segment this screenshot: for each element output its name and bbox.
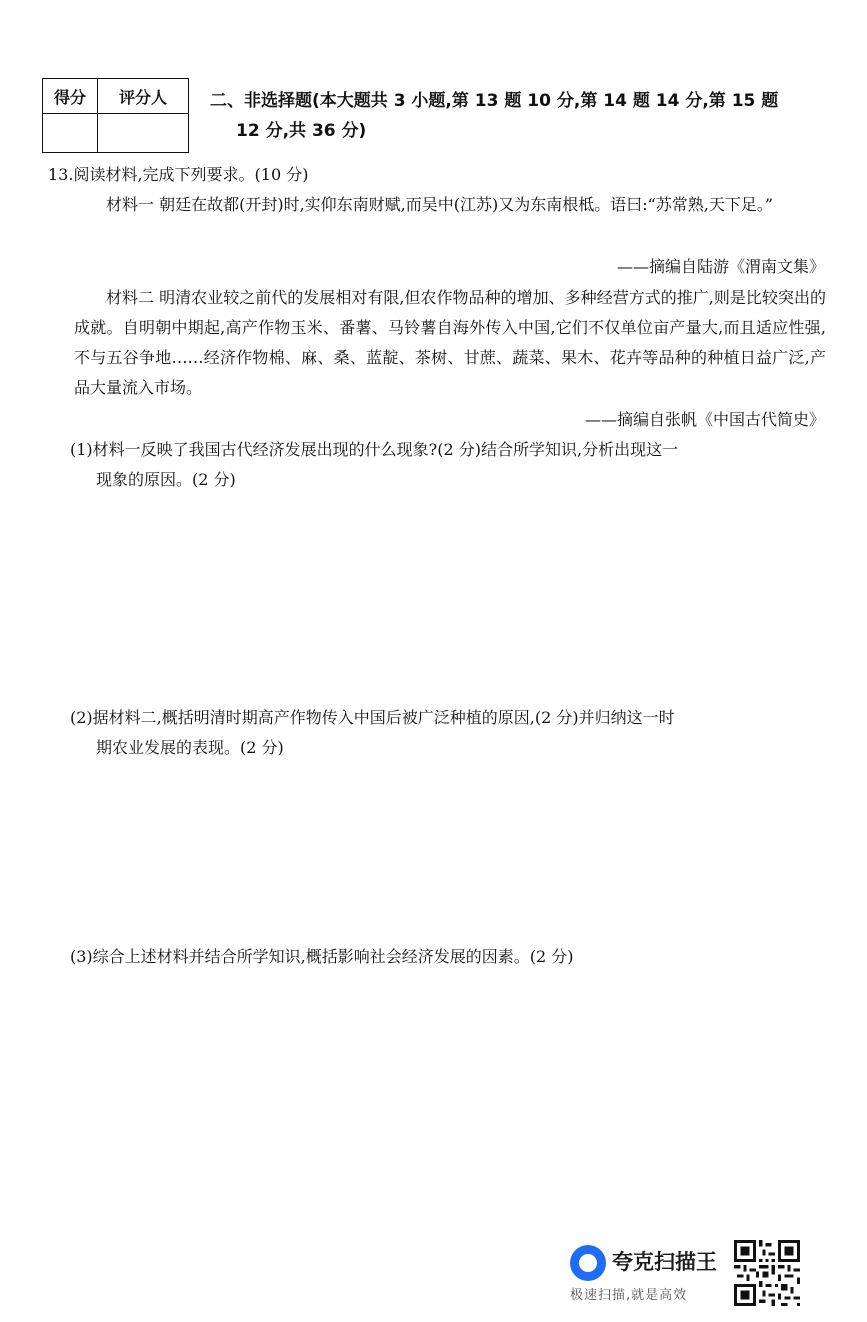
scanner-tagline: 极速扫描,就是高效 [570,1288,688,1303]
grader-cell [98,114,189,153]
scanner-watermark [570,1240,810,1310]
sub-question-2-line2: 期农业发展的表现。(2 分) [96,738,284,757]
material-one: 材料一 朝廷在故都(开封)时,实仰东南财赋,而吴中(江苏)又为东南根柢。语曰:“苏常熟,天下足。” [106,195,774,214]
sub-question-2 [70,703,826,763]
section-title-line1: 二、非选择题(本大题共 3 小题,第 13 题 10 分,第 14 题 14 分,第 15 题 [210,91,779,111]
section-title-line2: 12 分,共 36 分) [236,121,367,141]
sub-question-3: (3)综合上述材料并结合所学知识,概括影响社会经济发展的因素。(2 分) [70,947,574,966]
score-table [42,78,189,153]
sub-question-2-line1: (2)据材料二,概括明清时期高产作物传入中国后被广泛种植的原因,(2 分)并归纳这一时 [70,708,675,727]
qr-code-icon [734,1240,800,1306]
score-cell [43,114,98,153]
source-one: ——摘编自陆游《渭南文集》 [616,257,825,276]
scanner-brand: 夸克扫描王 [612,1250,717,1274]
source-two: ——摘编自张帆《中国古代简史》 [584,410,825,429]
material-two: 材料二 明清农业较之前代的发展相对有限,但农作物品种的增加、多种经营方式的推广,则是比较突出的成就。自明朝中期起,高产作物玉米、番薯、马铃薯自海外传入中国,它们不仅单位亩产量大,而且适应性强,不与五谷争地……经济作物棉、麻、桑、蓝靛、茶树、甘蔗、蔬菜、果木、花卉等品种的种植日益广泛,产品大量流入市场。 [74,288,826,397]
grader-header: 评分人 [98,79,189,114]
section-title [210,86,825,146]
question-header: 13.阅读材料,完成下列要求。(10 分) [48,165,309,184]
sub-question-1-line1: (1)材料一反映了我国古代经济发展出现的什么现象?(2 分)结合所学知识,分析出现这一 [70,440,679,459]
sub-question-1 [70,435,826,495]
score-header: 得分 [43,79,98,114]
sub-question-1-line2: 现象的原因。(2 分) [96,470,236,489]
scanner-logo-icon [570,1245,606,1281]
